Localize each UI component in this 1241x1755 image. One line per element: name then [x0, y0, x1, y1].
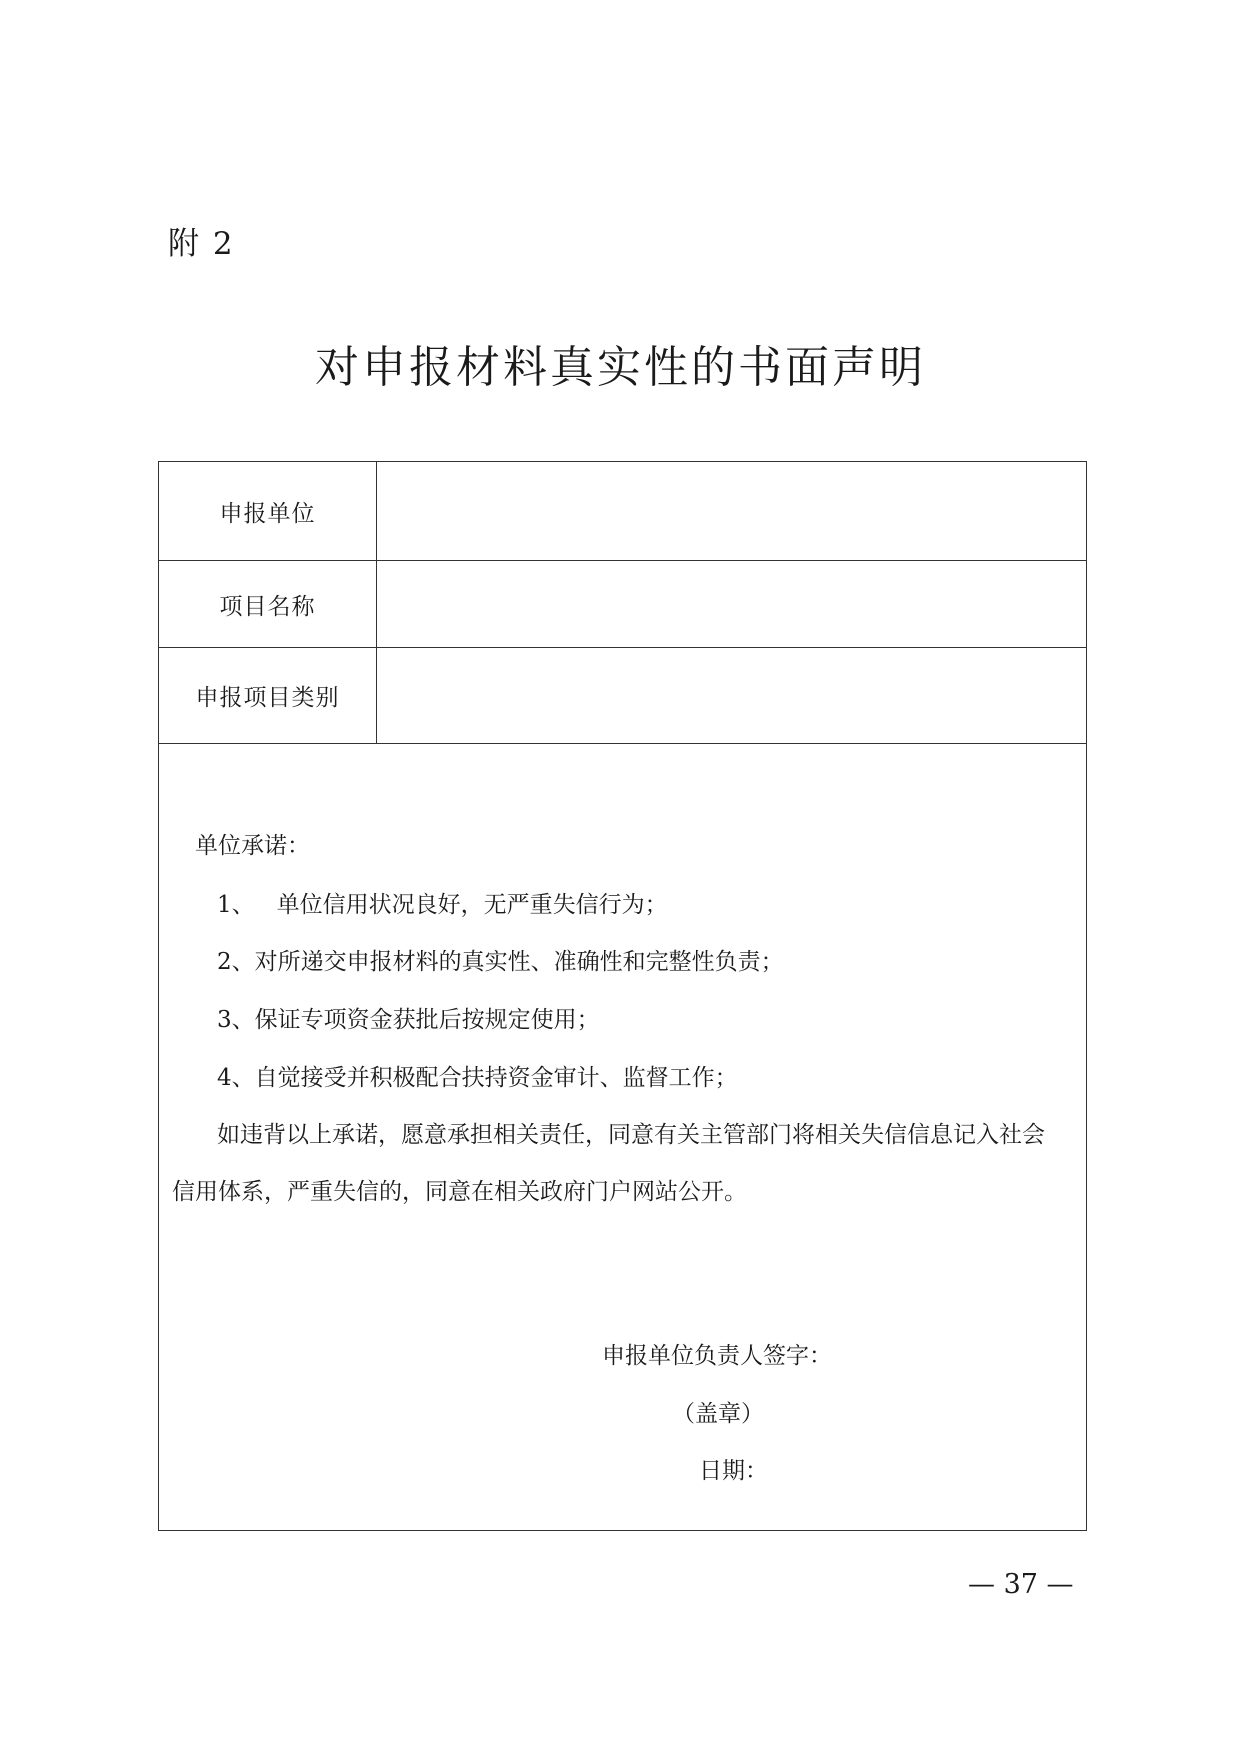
form-row-project-category: [159, 648, 1086, 744]
pledge-heading: 单位承诺：: [195, 833, 310, 859]
form-row-project-name: [159, 561, 1086, 648]
form-row-applicant-unit: [159, 462, 1086, 561]
pledge-closing-line-2: 信用体系，严重失信的，同意在相关政府门户网站公开。: [172, 1179, 747, 1205]
project-category-field[interactable]: [377, 648, 1086, 743]
pledge-item: 1、 单位信用状况良好，无严重失信行为；: [217, 892, 668, 918]
project-name-label: 项目名称: [159, 561, 377, 647]
declaration-form-table: [158, 461, 1087, 1531]
seal-label: （盖章）: [672, 1401, 764, 1427]
date-label: 日期：: [699, 1458, 768, 1484]
pledge-item: 4、自觉接受并积极配合扶持资金审计、监督工作；: [217, 1065, 738, 1091]
project-category-label: 申报项目类别: [159, 648, 377, 743]
applicant-unit-label: 申报单位: [159, 462, 377, 560]
page-number: — 37 —: [968, 1569, 1074, 1600]
pledge-closing-line-1: 如违背以上承诺，愿意承担相关责任，同意有关主管部门将相关失信信息记入社会: [217, 1122, 1045, 1148]
signer-signature-label: 申报单位负责人签字：: [602, 1343, 832, 1369]
pledge-item: 3、保证专项资金获批后按规定使用；: [217, 1007, 600, 1033]
pledge-item: 2、对所递交申报材料的真实性、准确性和完整性负责；: [217, 949, 784, 975]
attachment-label: 附 2: [168, 226, 235, 262]
pledge-section: [159, 744, 1086, 1530]
document-title: 对申报材料真实性的书面声明: [315, 342, 926, 393]
project-name-field[interactable]: [377, 561, 1086, 647]
applicant-unit-field[interactable]: [377, 462, 1086, 560]
